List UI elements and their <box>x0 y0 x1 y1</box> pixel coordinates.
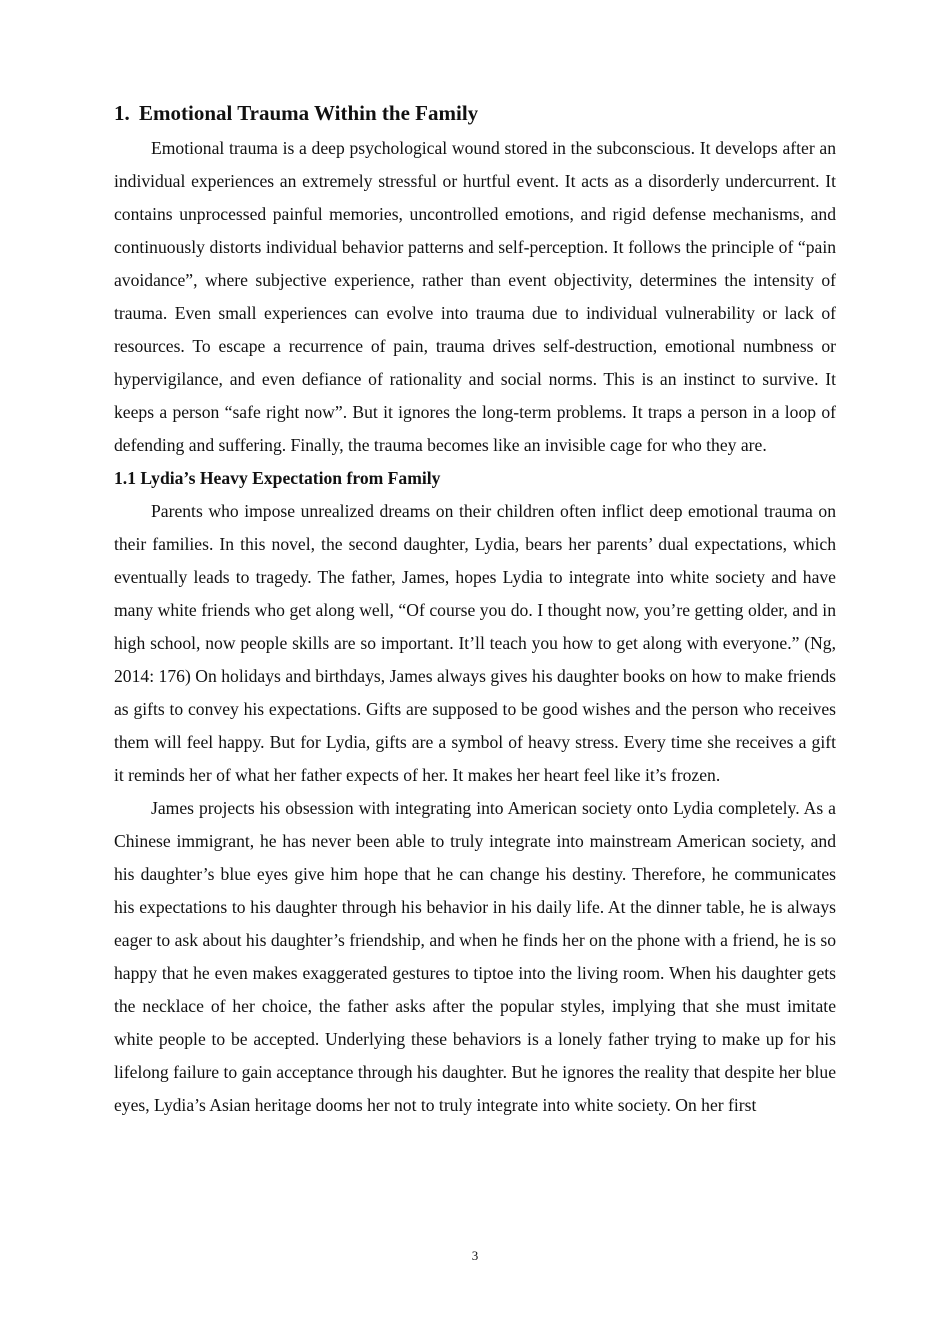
section-heading <box>114 96 836 130</box>
page-number: 3 <box>471 1248 479 1263</box>
body-paragraph: Emotional trauma is a deep psychological wound stored in the subconscious. It develops after an individual experiences an extremely stressful or hurtful event. It acts as a disorderly undercurrent. It contains unprocessed painful memories, uncontrolled emotions, and rigid defense mechanisms, and continuously distorts individual behavior patterns and self-perception. It follows the principle of “pain avoidance”, where subjective experience, rather than event objectivity, determines the intensity of trauma. Even small experiences can evolve into trauma due to individual vulnerability or lack of resources. To escape a recurrence of pain, trauma drives self-destruction, emotional numbness or hypervigilance, and even defiance of rationality and social norms. This is an instinct to survive. It keeps a person “safe right now”. But it ignores the long-term problems. It traps a person in a loop of defending and suffering. Finally, the trauma becomes like an invisible cage for who they are. <box>114 138 836 455</box>
section-title: Emotional Trauma Within the Family <box>139 101 479 125</box>
body-paragraph: James projects his obsession with integrating into American society onto Lydia completely. As a Chinese immigrant, he has never been able to truly integrate into mainstream American society, and his daughter’s blue eyes give him hope that he can change his destiny. Therefore, he communicates his expectations to his daughter through his behavior in his daily life. At the dinner table, he is always eager to ask about his daughter’s friendship, and when he finds her on the phone with a friend, he is so happy that he even makes exaggerated gestures to tiptoe into the living room. When his daughter gets the necklace of her choice, the father asks after the popular styles, implying that she must imitate white people to be accepted. Underlying these behaviors is a lonely father trying to make up for his lifelong failure to gain acceptance through his daughter. But he ignores the reality that despite her blue eyes, Lydia’s Asian heritage dooms her not to truly integrate into white society. On her first <box>114 798 836 1115</box>
document-page <box>114 96 836 1122</box>
subsection-heading: 1.1 Lydia’s Heavy Expectation from Family <box>114 468 441 488</box>
section-number: 1. <box>114 101 130 125</box>
body-paragraph: Parents who impose unrealized dreams on their children often inflict deep emotional trauma on their families. In this novel, the second daughter, Lydia, bears her parents’ dual expectations, which eventually leads to tragedy. The father, James, hopes Lydia to integrate into white society and have many white friends who get along well, “Of course you do. I thought now, you’re getting older, and in high school, now people skills are so important. It’ll teach you how to get along with everyone.” (Ng, 2014: 176) On holidays and birthdays, James always gives his daughter books on how to make friends as gifts to convey his expectations. Gifts are supposed to be good wishes and the person who receives them will feel happy. But for Lydia, gifts are a symbol of heavy stress. Every time she receives a gift it reminds her of what her father expects of her. It makes her heart feel like it’s frozen. <box>114 501 836 785</box>
